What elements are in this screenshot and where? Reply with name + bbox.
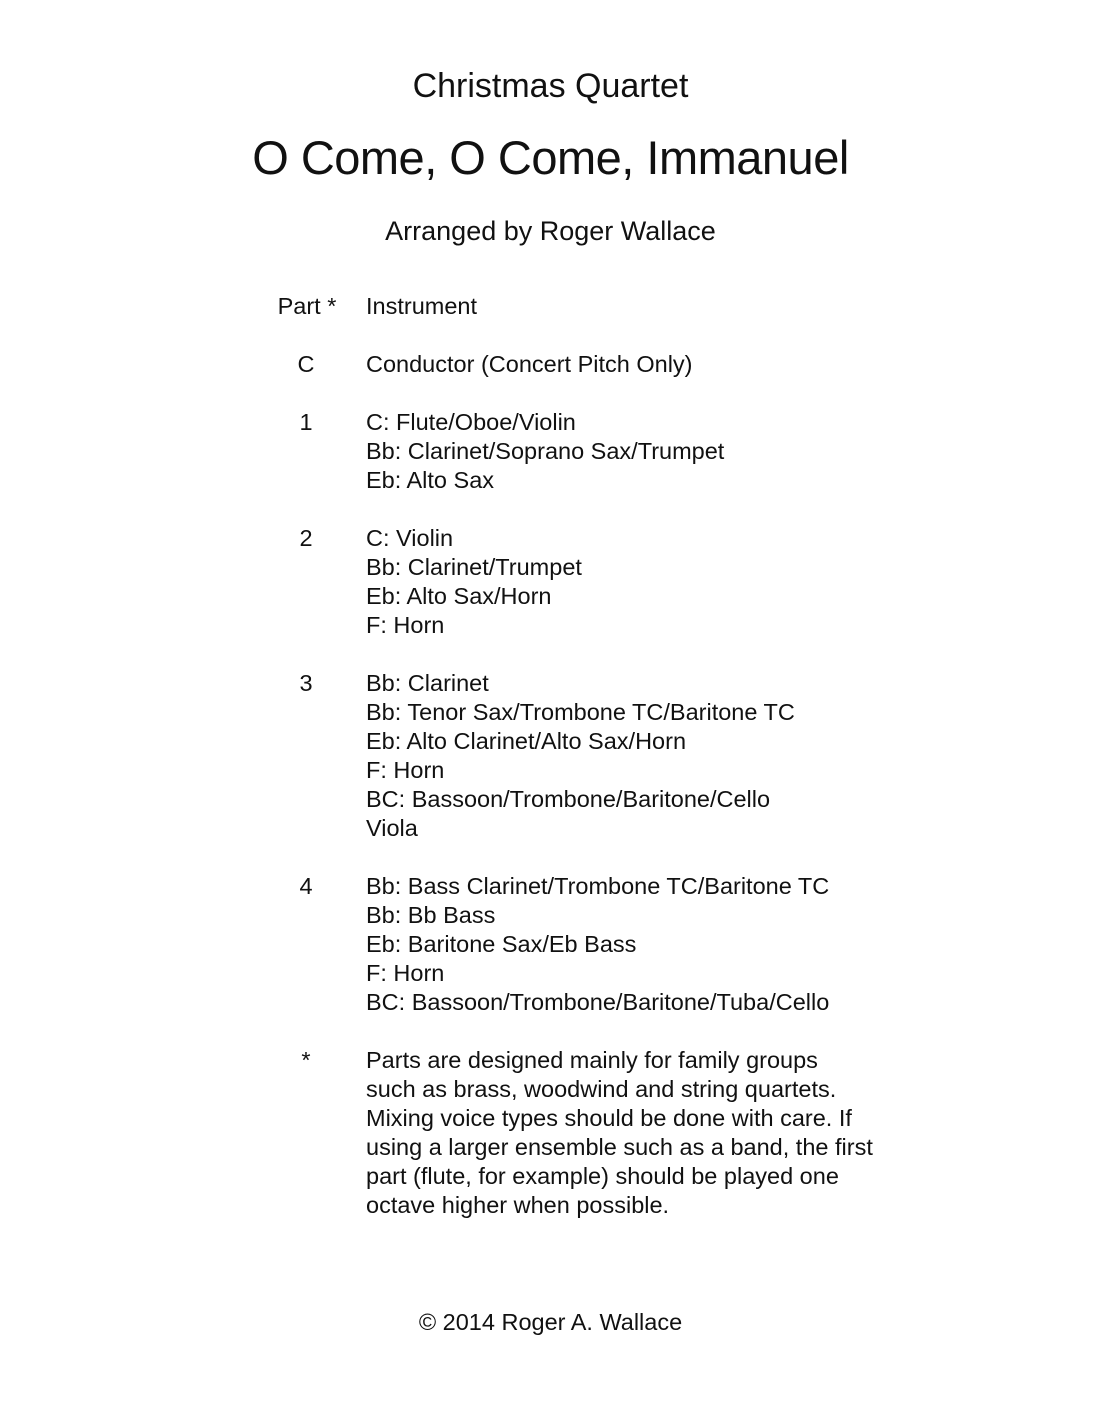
instrument-line: BC: Bassoon/Trombone/Baritone/Cello xyxy=(366,786,771,812)
table-header-row xyxy=(0,292,1101,321)
instrument-line: F: Horn xyxy=(366,960,445,986)
instrument-line: C: Violin xyxy=(366,525,454,551)
part-number: 4 xyxy=(299,873,313,899)
note-line: such as brass, woodwind and string quartets. xyxy=(366,1076,837,1102)
instrument-list xyxy=(366,872,906,1017)
parts-rows xyxy=(0,350,1101,1017)
instrument-line: Bb: Clarinet xyxy=(366,670,489,696)
instrument-line: BC: Bassoon/Trombone/Baritone/Tuba/Cello xyxy=(366,989,830,1015)
part-number: 2 xyxy=(299,525,313,551)
part-row xyxy=(0,350,1101,379)
instrument-line: Viola xyxy=(366,815,418,841)
instrument-line: F: Horn xyxy=(366,757,445,783)
instrument-line: Eb: Alto Sax xyxy=(366,467,495,493)
parts-table xyxy=(0,292,1101,1249)
part-number: C xyxy=(297,351,315,377)
instrument-line: Eb: Alto Clarinet/Alto Sax/Horn xyxy=(366,728,687,754)
part-row xyxy=(0,669,1101,843)
instrument-line: C: Flute/Oboe/Violin xyxy=(366,409,576,435)
note-marker: * xyxy=(301,1047,311,1073)
part-column-header: Part * xyxy=(277,293,337,319)
song-title: O Come, O Come, Immanuel xyxy=(252,131,849,184)
note-line: Mixing voice types should be done with care. If xyxy=(366,1105,852,1131)
instrument-list xyxy=(366,350,906,379)
instrument-line: Bb: Bass Clarinet/Trombone TC/Baritone TC xyxy=(366,873,830,899)
part-row xyxy=(0,872,1101,1017)
note-line: octave higher when possible. xyxy=(366,1192,670,1218)
instrument-column-header: Instrument xyxy=(366,293,478,319)
instrument-line: Bb: Bb Bass xyxy=(366,902,496,928)
instrument-line: Bb: Tenor Sax/Trombone TC/Baritone TC xyxy=(366,699,795,725)
part-row xyxy=(0,408,1101,495)
instrument-list xyxy=(366,408,906,495)
copyright-notice: © 2014 Roger A. Wallace xyxy=(418,1309,683,1335)
instrument-list xyxy=(366,524,906,640)
instrument-list xyxy=(366,669,906,843)
instrument-line: Eb: Baritone Sax/Eb Bass xyxy=(366,931,637,957)
part-row xyxy=(0,524,1101,640)
note-line: part (flute, for example) should be played one xyxy=(366,1163,839,1189)
instrument-line: F: Horn xyxy=(366,612,445,638)
note-text xyxy=(366,1046,906,1220)
parts-note-row xyxy=(0,1046,1101,1220)
instrument-line: Bb: Clarinet/Soprano Sax/Trumpet xyxy=(366,438,725,464)
series-title: Christmas Quartet xyxy=(412,67,689,105)
arranger-credit: Arranged by Roger Wallace xyxy=(385,216,716,246)
instrument-column-header-cell xyxy=(366,292,906,321)
instrument-line: Conductor (Concert Pitch Only) xyxy=(366,351,693,377)
instrument-line: Eb: Alto Sax/Horn xyxy=(366,583,552,609)
note-line: using a larger ensemble such as a band, the first xyxy=(366,1134,873,1160)
instrument-line: Bb: Clarinet/Trumpet xyxy=(366,554,582,580)
part-number: 1 xyxy=(299,409,313,435)
part-number: 3 xyxy=(299,670,313,696)
note-line: Parts are designed mainly for family groups xyxy=(366,1047,818,1073)
